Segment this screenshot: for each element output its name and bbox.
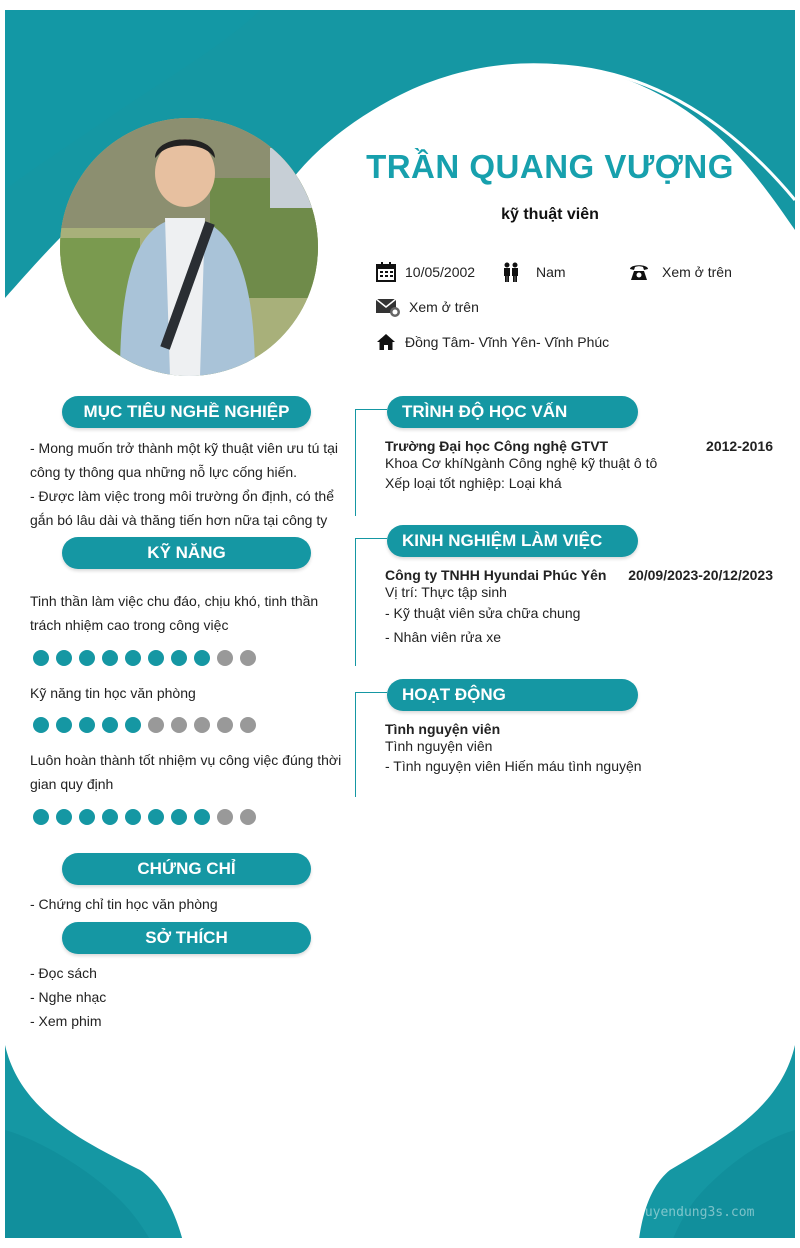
- rating-dot-empty: [148, 717, 164, 733]
- rating-dot-filled: [79, 650, 95, 666]
- certificate-item: - Chứng chỉ tin học văn phòng: [30, 896, 218, 912]
- phone-icon: [628, 262, 650, 282]
- skills-heading: KỸ NĂNG: [62, 537, 311, 569]
- experience-position: Vị trí: Thực tập sinh: [385, 584, 507, 600]
- address-value: Đồng Tâm- Vĩnh Yên- Vĩnh Phúc: [405, 334, 610, 350]
- rating-dot-filled: [171, 809, 187, 825]
- timeline-line: [355, 538, 356, 666]
- rating-dot-filled: [102, 809, 118, 825]
- rating-dot-filled: [171, 650, 187, 666]
- rating-dot-empty: [240, 717, 256, 733]
- rating-dot-filled: [125, 717, 141, 733]
- rating-dot-filled: [102, 650, 118, 666]
- email-info: [375, 297, 479, 317]
- rating-dot-filled: [194, 809, 210, 825]
- education-major: Khoa Cơ khíNgành Công nghệ kỹ thuật ô tô: [385, 455, 658, 471]
- activity-role: Tình nguyện viên: [385, 738, 493, 754]
- skill-rating: [33, 809, 256, 825]
- hobby-item: - Đọc sách: [30, 965, 97, 981]
- skill-line: gian quy định: [30, 776, 114, 792]
- rating-dot-filled: [79, 717, 95, 733]
- skill-rating: [33, 650, 256, 666]
- rating-dot-filled: [33, 717, 49, 733]
- education-period: 2012-2016: [706, 438, 773, 454]
- hobbies-list: [30, 961, 106, 1033]
- rating-dot-filled: [56, 717, 72, 733]
- experience-task: - Kỹ thuật viên sửa chữa chung: [385, 605, 581, 621]
- rating-dot-empty: [217, 809, 233, 825]
- timeline-connector: [355, 538, 387, 539]
- skill-item: [30, 681, 350, 705]
- rating-dot-empty: [171, 717, 187, 733]
- skill-item: [30, 748, 350, 796]
- objective-line: gắn bó lâu dài và thăng tiến hơn nữa tại công ty: [30, 512, 328, 528]
- timeline-connector: [355, 692, 387, 693]
- timeline-line: [355, 409, 356, 516]
- phone-value: Xem ở trên: [662, 264, 732, 280]
- hobby-item: - Nghe nhạc: [30, 989, 107, 1005]
- objective-line: công ty thông qua những nỗ lực cống hiến.: [30, 464, 298, 480]
- objective-text: [30, 436, 348, 532]
- candidate-name: TRẦN QUANG VƯỢNG: [366, 148, 734, 185]
- rating-dot-empty: [240, 650, 256, 666]
- rating-dot-empty: [217, 650, 233, 666]
- email-icon: [375, 297, 401, 317]
- rating-dot-filled: [33, 809, 49, 825]
- hobbies-heading: SỞ THÍCH: [62, 922, 311, 954]
- school-name: Trường Đại học Công nghệ GTVT: [385, 438, 609, 454]
- activities-heading: HOẠT ĐỘNG: [387, 679, 638, 711]
- objective-line: - Mong muốn trở thành một kỹ thuật viên ưu tú tại: [30, 440, 339, 456]
- rating-dot-filled: [79, 809, 95, 825]
- rating-dot-filled: [125, 809, 141, 825]
- rating-dot-empty: [217, 717, 233, 733]
- rating-dot-filled: [148, 650, 164, 666]
- education-grade: Xếp loại tốt nghiệp: Loại khá: [385, 475, 562, 491]
- timeline-connector: [355, 409, 387, 410]
- phone-info: [628, 262, 732, 282]
- rating-dot-filled: [148, 809, 164, 825]
- rating-dot-empty: [240, 809, 256, 825]
- home-icon: [375, 332, 397, 352]
- hobby-item: - Xem phim: [30, 1013, 102, 1029]
- company-name: Công ty TNHH Hyundai Phúc Yên: [385, 567, 607, 583]
- watermark: tuyendung3s.com: [637, 1205, 755, 1220]
- gender-info: [500, 262, 566, 282]
- rating-dot-filled: [56, 809, 72, 825]
- experience-period: 20/09/2023-20/12/2023: [628, 567, 773, 583]
- calendar-icon: [375, 262, 397, 282]
- skill-line: trách nhiệm cao trong công việc: [30, 617, 229, 633]
- avatar-photo: [60, 118, 318, 376]
- activity-detail: - Tình nguyện viên Hiến máu tình nguyện: [385, 758, 642, 774]
- gender-icon: [500, 262, 522, 282]
- activity-org: Tình nguyện viên: [385, 721, 501, 737]
- timeline-line: [355, 692, 356, 797]
- job-title: kỹ thuật viên: [501, 206, 599, 223]
- skill-line: Luôn hoàn thành tốt nhiệm vụ công việc đúng thời: [30, 752, 342, 768]
- skill-line: Tinh thần làm việc chu đáo, chịu khó, tinh thần: [30, 593, 319, 609]
- education-heading: TRÌNH ĐỘ HỌC VẤN: [387, 396, 638, 428]
- skill-line: Kỹ năng tin học văn phòng: [30, 685, 196, 701]
- birthday-info: [375, 262, 475, 282]
- rating-dot-filled: [194, 650, 210, 666]
- experience-heading: KINH NGHIỆM LÀM VIỆC: [387, 525, 638, 557]
- skill-item: [30, 589, 350, 637]
- objective-heading: MỤC TIÊU NGHỀ NGHIỆP: [62, 396, 311, 428]
- skill-rating: [33, 717, 256, 733]
- birthday-value: 10/05/2002: [405, 264, 476, 280]
- gender-value: Nam: [536, 264, 566, 280]
- rating-dot-empty: [194, 717, 210, 733]
- email-value: Xem ở trên: [409, 299, 479, 315]
- rating-dot-filled: [33, 650, 49, 666]
- address-info: [375, 332, 609, 352]
- certificates-heading: CHỨNG CHỈ: [62, 853, 311, 885]
- experience-task: - Nhân viên rửa xe: [385, 629, 501, 645]
- rating-dot-filled: [56, 650, 72, 666]
- rating-dot-filled: [102, 717, 118, 733]
- objective-line: - Được làm việc trong môi trường ổn định, có thể: [30, 488, 335, 504]
- rating-dot-filled: [125, 650, 141, 666]
